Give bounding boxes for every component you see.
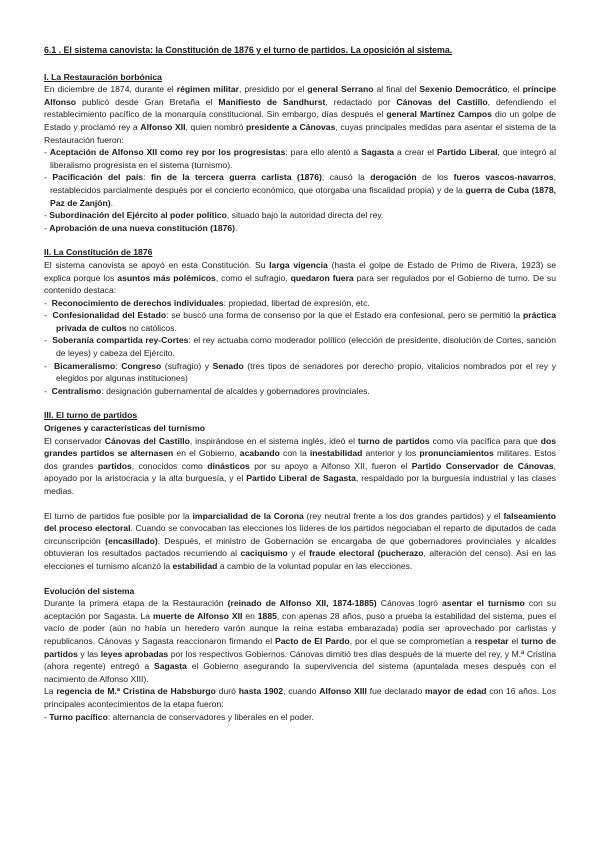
bold-term: turno de partidos <box>357 435 430 446</box>
bold-term: (reinado de Alfonso XII, 1874-1885) <box>227 598 377 609</box>
bold-term: (pucherazo <box>377 548 424 559</box>
text-run: a cambio de la voluntad popular en las elecciones. <box>217 560 413 571</box>
text-run: y el <box>287 548 310 559</box>
text-run: , por el que se comprometían a <box>349 635 475 646</box>
bold-term: inestabilidad <box>309 448 363 459</box>
bold-term: fin de la tercera guerra carlista <box>150 172 292 183</box>
section-heading-restauracion: I. La Restauración borbónica <box>44 71 162 82</box>
bold-term: imparcialidad de la Corona <box>192 510 304 521</box>
bold-term: pronunciamientos <box>419 448 494 459</box>
bold-term: Alfonso XIII <box>319 686 367 697</box>
paragraph-restauracion-intro <box>44 83 556 146</box>
bold-term: general Serrano <box>307 84 374 95</box>
text-run: : para ello alentó a <box>285 147 362 158</box>
text-run: : propiedad, libertad de expresión, etc. <box>223 297 370 308</box>
list-item <box>44 222 556 235</box>
text-run: (sufragio) y <box>161 360 213 371</box>
text-run: anterior y los <box>362 448 420 459</box>
bold-term: Aceptación de Alfonso XII como rey por los progresistas <box>49 147 286 158</box>
text-run: . Después, el ministro de Gobernación se encargaba de que gobernadores provinciales y alcaldes obtuvieran los resultados pactados recurriendo al <box>44 535 556 559</box>
text-run: publicó desde Gran Bretaña el <box>75 96 219 107</box>
document-title: 6.1 . El sistema canovista: la Constitución de 1876 y el turno de partidos. La oposición al sistema. <box>44 45 453 55</box>
bold-term: general Martínez Campos <box>386 109 492 120</box>
bold-term: asuntos más polémicos <box>117 272 216 283</box>
bold-term: partidos <box>97 460 132 471</box>
bold-term: Manifiesto de Sandhurst <box>218 96 326 107</box>
list-item <box>44 209 556 222</box>
text-run: - <box>44 711 50 722</box>
text-run: en el Gobierno, <box>173 448 240 459</box>
text-run: Durante la primera etapa de la Restauración <box>44 598 228 609</box>
text-run: como vía pacífica para que <box>429 435 541 446</box>
list-item: - Soberanía compartida rey-Cortes: el rey actuaba como moderador político (elección de presidente, disolución de Cortes, sanción de leyes) y cabeza del Ejército. <box>44 335 556 359</box>
text-run: con 16 años. Los principales acontecimientos de la etapa fueron: <box>44 686 557 709</box>
text-run: y las <box>77 648 101 659</box>
bold-term: muerte de Alfonso XII <box>152 610 243 621</box>
text-run: , apoyado por la aristocracia y la alta burguesía, y el <box>44 460 557 484</box>
text-run: : <box>115 360 122 371</box>
bold-term: (1876) <box>297 172 322 183</box>
text-run: no católicos. <box>126 322 177 333</box>
text-run: por su apoyo a Alfonso XII, fueron el <box>249 460 412 471</box>
text-run: (hasta el golpe de Estado de Primo de Rivera, 1923) se explica porque los <box>44 259 557 283</box>
bold-term: dinásticos <box>207 460 250 471</box>
bold-term: príncipe Alfonso <box>44 84 556 107</box>
text-run: , conocidos como <box>131 460 208 471</box>
text-run: con su aceptación por Sagasta. La <box>44 598 556 621</box>
paragraph-turno-origenes <box>44 435 556 498</box>
text-run: , respaldado por la burguesía industrial y las clases medias. <box>44 473 556 496</box>
bold-term: caciquismo <box>240 548 288 559</box>
text-run: : designación gubernamental de alcaldes y gobernadores provinciales. <box>101 385 370 396</box>
bold-term: Turno pacífico <box>49 711 108 722</box>
text-run: , alteración del censo). Así en las elecciones el turnismo alcanzó la <box>44 548 556 571</box>
bold-term: asentar el turnismo <box>442 598 525 609</box>
text-run: dio un golpe de Estado y proclamó rey a <box>44 109 556 132</box>
bold-term: régimen militar <box>176 84 239 95</box>
text-run: en <box>242 610 258 621</box>
text-run: - <box>44 210 50 221</box>
text-run: al final del <box>373 84 420 95</box>
text-run: - <box>44 147 50 158</box>
text-run: - <box>44 172 53 183</box>
text-run: : se buscó una forma de consenso por la que el Estado era confesional, pero se permitió la <box>166 310 524 321</box>
bold-term: Partido Conservador de Cánovas <box>411 460 554 471</box>
measures-list <box>44 146 556 234</box>
bold-term: Cánovas del Castillo <box>396 96 488 107</box>
bold-term: estabilidad <box>172 560 218 571</box>
bold-term: dos grandes partidos se alternasen <box>44 435 556 459</box>
bold-term: Pacificación del país <box>52 172 144 183</box>
text-run: : alternancia de conservadores y liberales en el poder. <box>107 711 314 722</box>
bold-term: Reconocimiento de derechos individuales <box>51 297 224 308</box>
bold-term: regencia de M.ª Cristina de Habsburgo <box>56 686 216 697</box>
paragraph-evolucion-etapa1 <box>44 597 556 685</box>
text-run: , el <box>507 84 523 95</box>
bold-term: Sagasta <box>361 147 395 158</box>
text-run: el <box>508 635 522 646</box>
list-item: - Centralismo: designación gubernamental de alcaldes y gobernadores provinciales. <box>44 385 370 396</box>
text-run: , cuyas principales medidas para asentar el sistema de la Restauración fueron: <box>44 121 556 145</box>
regency-events-list <box>44 711 556 724</box>
text-run: , como el sufragio, <box>215 272 291 283</box>
bold-term: falseamiento del proceso electoral <box>44 510 556 534</box>
bold-term: turno de partidos <box>44 635 557 659</box>
subheading-evolucion: Evolución del sistema <box>44 585 135 596</box>
text-run: , redactado por <box>325 96 397 107</box>
bold-term: Centralismo <box>51 385 102 396</box>
bold-term: (1876) <box>210 222 236 233</box>
bold-term: (encasillado) <box>105 535 158 546</box>
bold-term: hasta 1902 <box>238 686 284 697</box>
text-run: duró <box>215 686 239 697</box>
bold-term: mayor de edad <box>425 686 487 697</box>
list-item: - Reconocimiento de derechos individuales: propiedad, libertad de expresión, etc. <box>44 297 370 308</box>
text-run: . <box>235 222 238 233</box>
paragraph-constitucion-intro <box>44 259 556 297</box>
text-run: El conservador <box>44 435 105 446</box>
bold-term: Senado <box>212 360 244 371</box>
text-run: El sistema canovista se apoyó en esta Constitución. Su <box>44 259 270 270</box>
bold-term: Bicameralismo <box>54 360 116 371</box>
bold-term: larga vigencia <box>269 259 328 270</box>
list-item: - Confesionalidad del Estado: se buscó una forma de consenso por la que el Estado era confesional, pero se permitió la práctica privada de cultos no católicos. <box>44 310 556 333</box>
text-run: El turno de partidos fue posible por la <box>44 510 193 521</box>
text-run: : <box>143 172 151 183</box>
paragraph-regencia <box>44 685 556 710</box>
bold-term: fueros vascos-navarros <box>453 172 554 183</box>
text-run: fue declarado <box>366 686 426 697</box>
bold-term: Alfonso XII <box>140 121 186 132</box>
bold-term: quedaron fuera <box>290 272 354 283</box>
bold-term: Soberanía compartida rey-Cortes <box>52 335 189 346</box>
bold-term: Partido Liberal de Sagasta <box>246 473 356 484</box>
text-run: La <box>44 686 57 697</box>
bold-term: Congreso <box>121 360 162 371</box>
paragraph-turno-falseamiento <box>44 510 556 573</box>
bold-term: respetar <box>474 635 509 646</box>
bold-term: Sexenio Democrático <box>419 84 508 95</box>
text-run: , presidido por el <box>238 84 308 95</box>
bold-term: leyes aprobadas <box>100 648 169 659</box>
text-run: con la <box>279 448 310 459</box>
bold-term: acabando <box>239 448 280 459</box>
text-run: : el rey actuaba como moderador político (elección de presidente, disolución de Cortes, sanción de leyes) y cabeza del Ejército. <box>56 335 556 359</box>
text-run: , cuando <box>283 686 320 697</box>
bold-term: presidente a Cánovas <box>246 121 336 132</box>
text-run: , con apenas 28 años, puso a prueba la estabilidad del sistema, pues el vacío de poder (aún no había un heredero varón aunque la reina estaba embarazada) podía ser aprovechado por carlistas y republicanos. Cánovas y Sagasta reaccionaron firmando el <box>44 610 556 646</box>
text-run: , situado bajo la autoridad directa del rey. <box>226 210 384 221</box>
text-run: militares. Estos dos grandes <box>44 448 556 471</box>
text-run: Cánovas logró <box>376 598 443 609</box>
text-run: , inspirándose en el sistema inglés, ideó el <box>189 435 358 446</box>
text-run: - <box>44 222 50 233</box>
text-run: , que integró al liberalismo progresista en el sistema (turnismo). <box>50 147 556 170</box>
text-run: . <box>110 197 114 208</box>
text-run: , quien nombró <box>185 121 246 132</box>
text-run: de los <box>416 172 454 183</box>
text-run: , defendiendo el restablecimiento pacífico de la monarquía constitucional. Sin embargo, días después el <box>44 96 556 120</box>
bold-term: 1885 <box>257 610 277 621</box>
constitution-features-list <box>44 297 556 398</box>
subheading-origenes: Orígenes y características del turnismo <box>44 423 205 434</box>
list-item <box>44 171 556 209</box>
bold-term: derogación <box>370 172 417 183</box>
list-item <box>44 146 556 171</box>
bold-term: Partido Liberal <box>436 147 498 158</box>
text-run: (rey neutral frente a los dos grandes partidos) y el <box>303 510 504 521</box>
text-run: por los respectivos Gobiernos. Cánovas dimitió tres días después de la muerte del rey, y M.ª Cristina (ahora regente) entregó a <box>44 648 556 672</box>
bold-term: guerra de Cuba (1878, Paz de Zanjón) <box>50 184 556 208</box>
list-item <box>44 711 556 724</box>
bold-term: Confesionalidad del Estado <box>52 310 167 321</box>
bold-term: Sagasta <box>153 661 187 672</box>
text-run: para ser regulados por el Gobierno de turno. De su contenido destaca: <box>44 272 556 296</box>
bold-term: práctica privada de cultos <box>56 310 556 333</box>
text-run: (tres tipos de senadores por derecho propio, vitalicios nombrados por el rey y elegidos por algunas instituciones) <box>56 360 556 384</box>
text-run: , restablecidos parcialmente después por el concierto económico, que otorgaba una fiscalidad propia) y de la <box>50 172 557 195</box>
text-run: ; causó la <box>321 172 371 183</box>
bold-term: Pacto de El Pardo <box>275 635 350 646</box>
bold-term: fraude electoral <box>309 548 375 559</box>
section-heading-turno: III. El turno de partidos <box>44 410 138 421</box>
section-heading-constitucion: II. La Constitución de 1876 <box>44 247 153 258</box>
list-item: - Bicameralismo: Congreso (sufragio) y Senado (tres tipos de senadores por derecho propio, vitalicios nombrados por el rey y elegidos por algunas instituciones) <box>44 360 556 384</box>
bold-term: Subordinación del Ejército al poder político <box>49 210 227 221</box>
bold-term: Aprobación de una nueva constitución <box>49 222 208 233</box>
text-run: a crear el <box>394 147 437 158</box>
text-run: . Cuando se convocaban las elecciones los líderes de los partidos negociaban el reparto de diputados de cada circunscripción <box>44 523 556 546</box>
bold-term: Cánovas del Castillo <box>104 435 190 446</box>
text-run: el Gobierno asegurando la supervivencia del sistema (apuntalada meses después con el nacimiento de Alfonso XIII). <box>44 661 556 684</box>
text-run: En diciembre de 1874, durante el <box>44 84 177 95</box>
